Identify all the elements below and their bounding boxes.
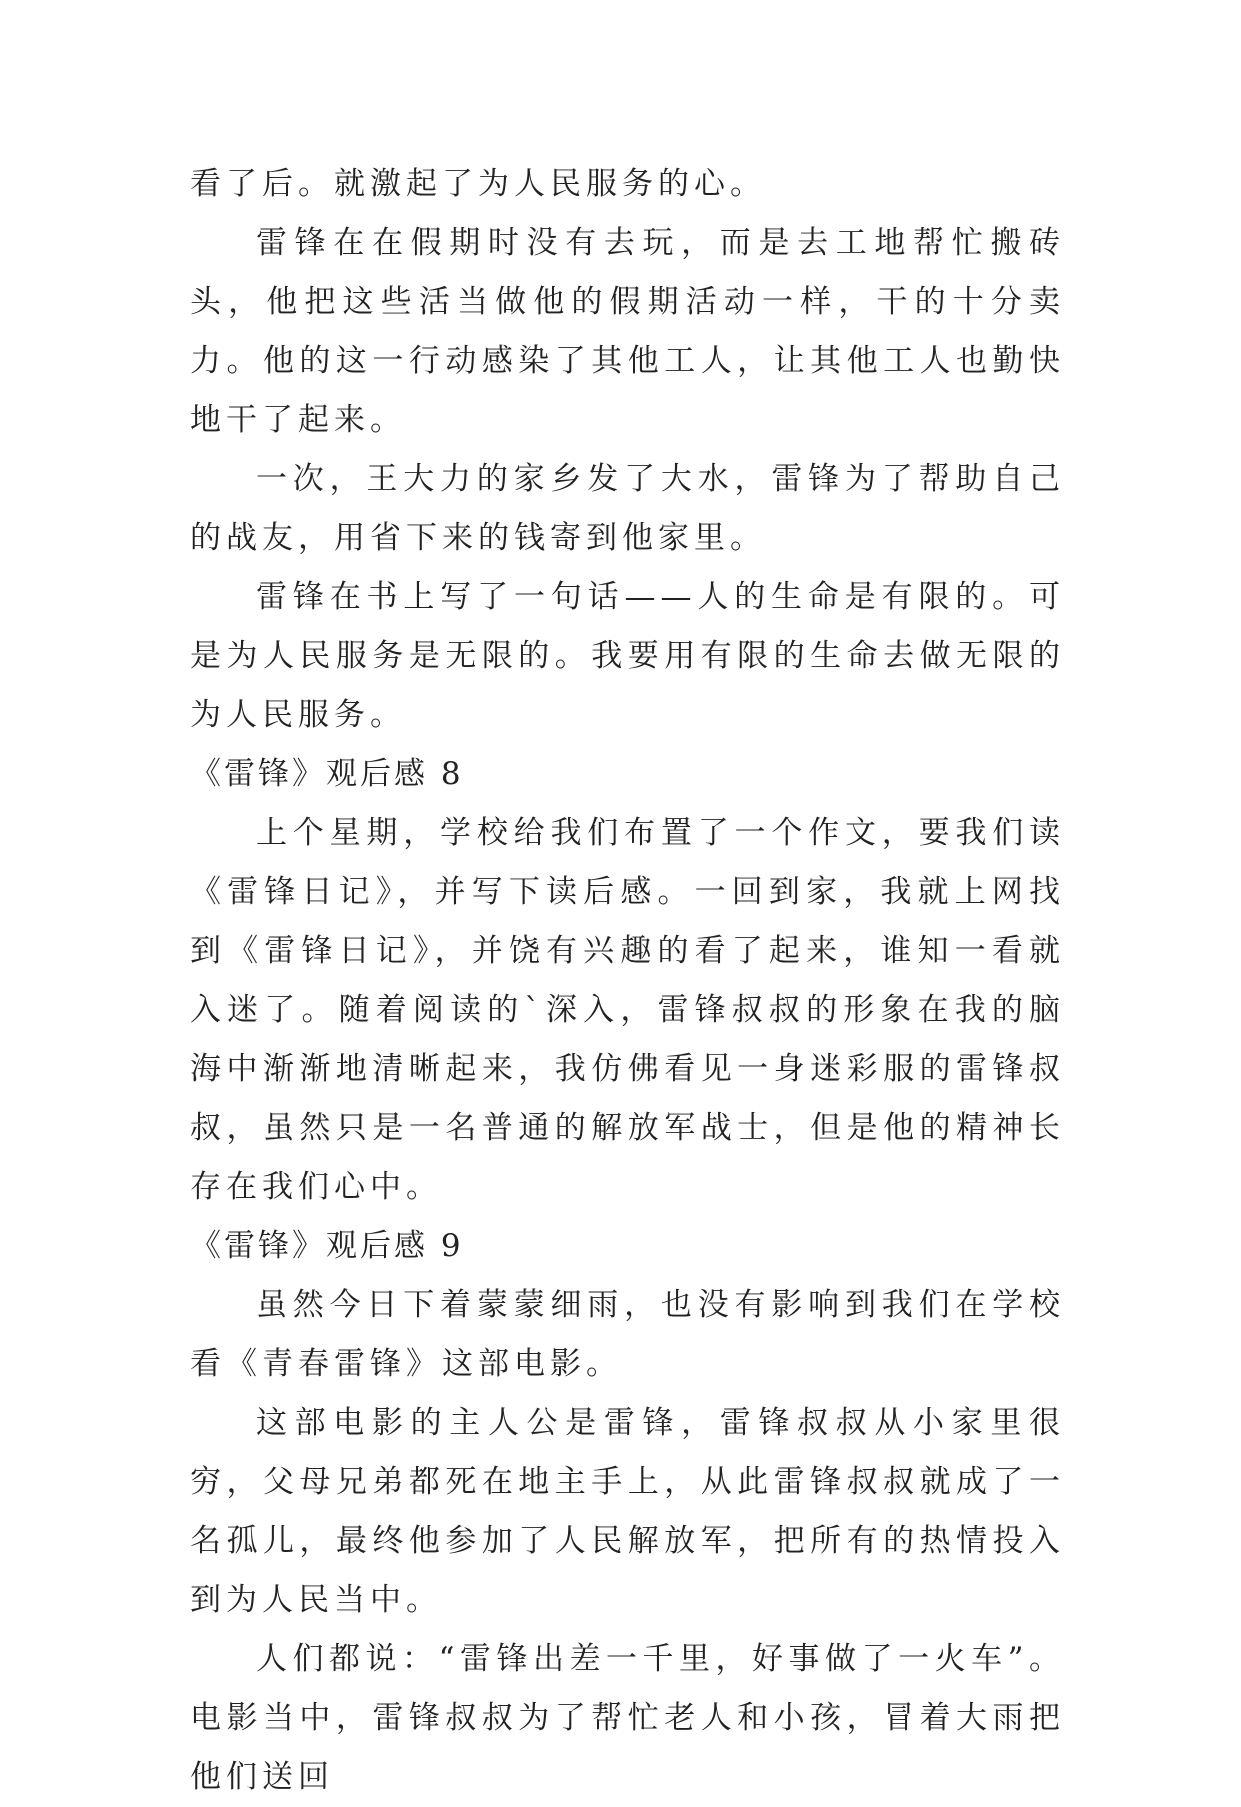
section-heading-9: 《雷锋》观后感 9 — [190, 1228, 464, 1264]
paragraph-flood-help: 一次，王大力的家乡发了大水，雷锋为了帮助自己的战友，用省下来的钱寄到他家里。 — [190, 461, 1065, 556]
paragraph-continuation: 看了后。就激起了为人民服务的心。 — [190, 166, 766, 202]
paragraph-holiday-work: 雷锋在在假期时没有去玩，而是去工地帮忙搬砖头，他把这些活当做他的假期活动一样，干的十分卖力。他的这一行动感染了其他工人，让其他工人也勤快地干了起来。 — [190, 225, 1065, 438]
section-heading-8: 《雷锋》观后感 8 — [190, 756, 464, 792]
paragraph-quote: 雷锋在书上写了一句话——人的生命是有限的。可是为人民服务是无限的。我要用有限的生命去做无限的为人民服务。 — [190, 579, 1065, 733]
paragraph-protagonist: 这部电影的主人公是雷锋，雷锋叔叔从小家里很穷，父母兄弟都死在地主手上，从此雷锋叔叔就成了一名孤儿，最终他参加了人民解放军，把所有的热情投入到为人民当中。 — [190, 1405, 1065, 1618]
paragraph-diary-reading: 上个星期，学校给我们布置了一个作文，要我们读《雷锋日记》，并写下读后感。一回到家，我就上网找到《雷锋日记》，并饶有兴趣的看了起来，谁知一看就入迷了。随着阅读的`深入，雷锋叔叔的形象在我的脑海中渐渐地清晰起来，我仿佛看见一身迷彩服的雷锋叔叔，虽然只是一名普通的解放军战士，但是他的精神长存在我们心中。 — [190, 815, 1065, 1205]
document-body — [190, 155, 1065, 1807]
paragraph-good-deeds: 人们都说：“雷锋出差一千里，好事做了一火车”。电影当中，雷锋叔叔为了帮忙老人和小孩，冒着大雨把他们送回 — [190, 1641, 1065, 1795]
paragraph-movie-intro: 虽然今日下着蒙蒙细雨，也没有影响到我们在学校看《青春雷锋》这部电影。 — [190, 1287, 1065, 1382]
